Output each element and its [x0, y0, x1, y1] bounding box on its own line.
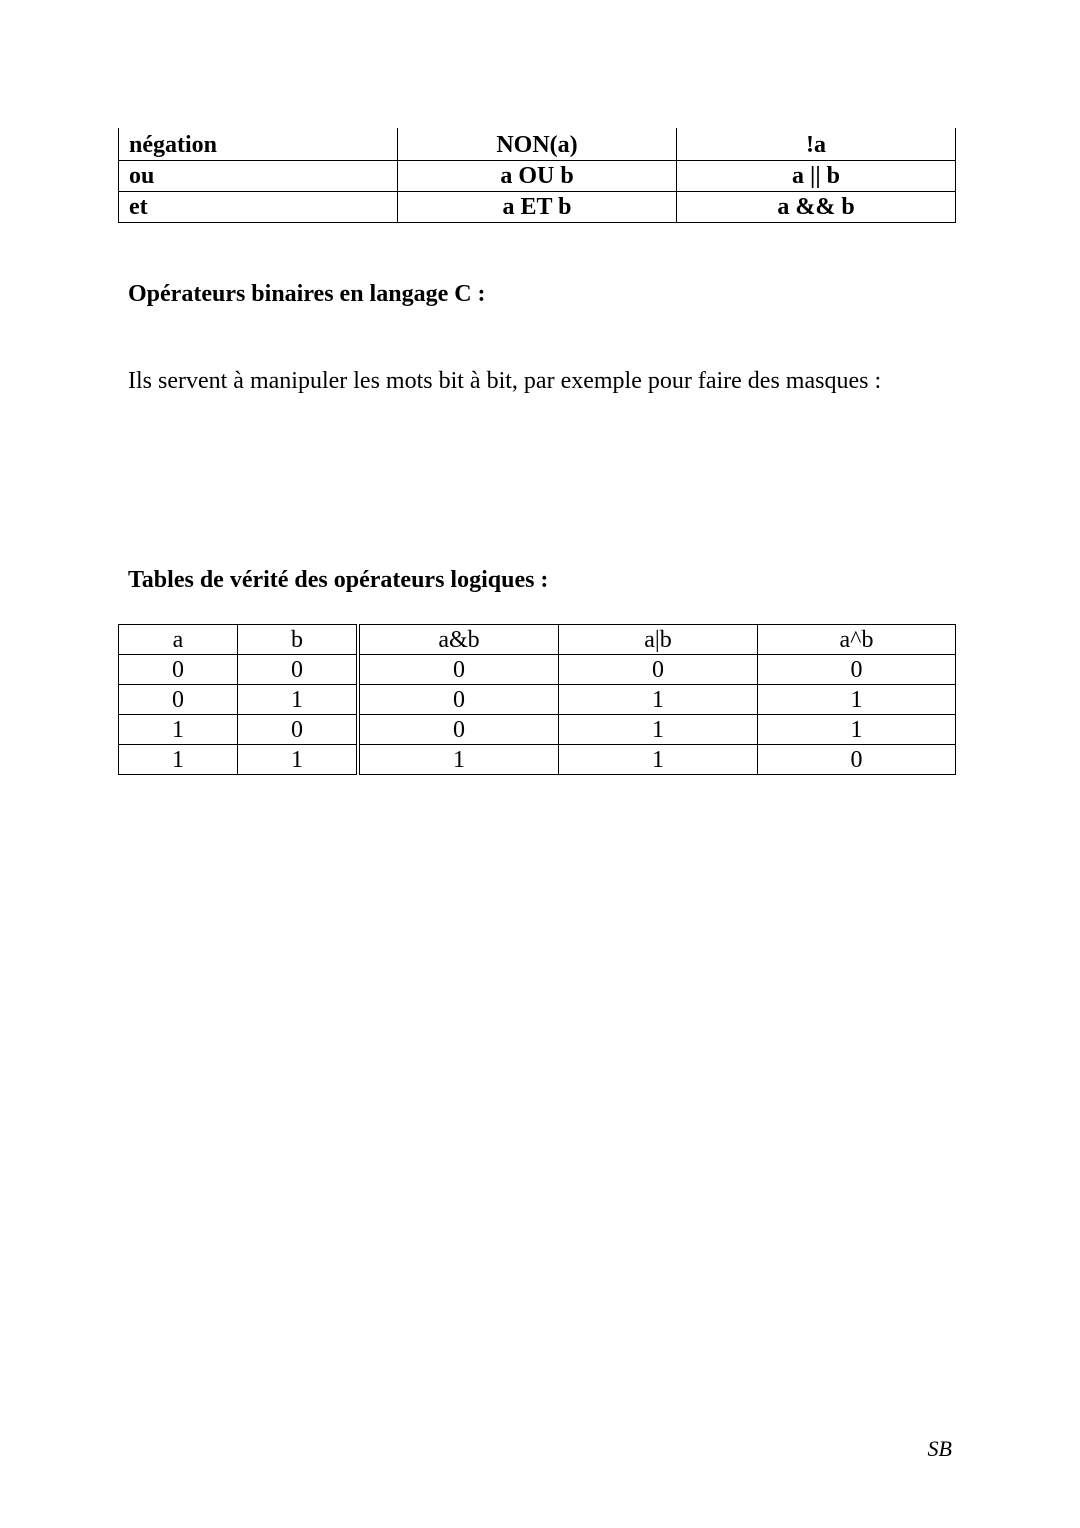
operator-c-syntax: a || b: [677, 161, 956, 192]
table-row: [119, 161, 956, 192]
table-row: [119, 192, 956, 223]
table-cell: 1: [358, 745, 559, 775]
table-row: [119, 715, 956, 745]
table-cell: 1: [119, 745, 238, 775]
table-cell: 0: [238, 655, 359, 685]
operator-name: ou: [119, 161, 398, 192]
table-cell: 0: [119, 685, 238, 715]
column-header-and: a&b: [358, 625, 559, 655]
table-cell: 0: [758, 655, 956, 685]
operator-pseudo: a OU b: [398, 161, 677, 192]
operator-name: négation: [119, 128, 398, 161]
table-cell: 0: [559, 655, 758, 685]
table-cell: 1: [758, 685, 956, 715]
truth-tables-heading: Tables de vérité des opérateurs logiques :: [128, 567, 549, 593]
table-cell: 1: [119, 715, 238, 745]
operator-c-syntax: !a: [677, 128, 956, 161]
column-header-b: b: [238, 625, 359, 655]
binary-operators-heading: Opérateurs binaires en langage C :: [128, 281, 486, 307]
table-cell: 1: [238, 685, 359, 715]
table-cell: 0: [238, 715, 359, 745]
table-cell: 0: [758, 745, 956, 775]
table-row: [119, 655, 956, 685]
table-row: [119, 745, 956, 775]
table-cell: 1: [559, 745, 758, 775]
table-cell: 0: [358, 715, 559, 745]
binary-operators-description: Ils servent à manipuler les mots bit à bit, par exemple pour faire des masques :: [128, 368, 882, 394]
table-cell: 1: [559, 715, 758, 745]
operator-name: et: [119, 192, 398, 223]
truth-table: [118, 624, 956, 775]
table-cell: 1: [238, 745, 359, 775]
column-header-a: a: [119, 625, 238, 655]
table-row: [119, 128, 956, 161]
footer-initials: SB: [927, 1436, 952, 1461]
operator-c-syntax: a && b: [677, 192, 956, 223]
table-cell: 0: [358, 685, 559, 715]
table-cell: 0: [358, 655, 559, 685]
column-header-or: a|b: [559, 625, 758, 655]
table-cell: 1: [758, 715, 956, 745]
operator-pseudo: a ET b: [398, 192, 677, 223]
operator-pseudo: NON(a): [398, 128, 677, 161]
table-row: [119, 685, 956, 715]
truth-table-header-row: [119, 625, 956, 655]
logical-operators-table: [118, 128, 956, 223]
column-header-xor: a^b: [758, 625, 956, 655]
table-cell: 0: [119, 655, 238, 685]
table-cell: 1: [559, 685, 758, 715]
